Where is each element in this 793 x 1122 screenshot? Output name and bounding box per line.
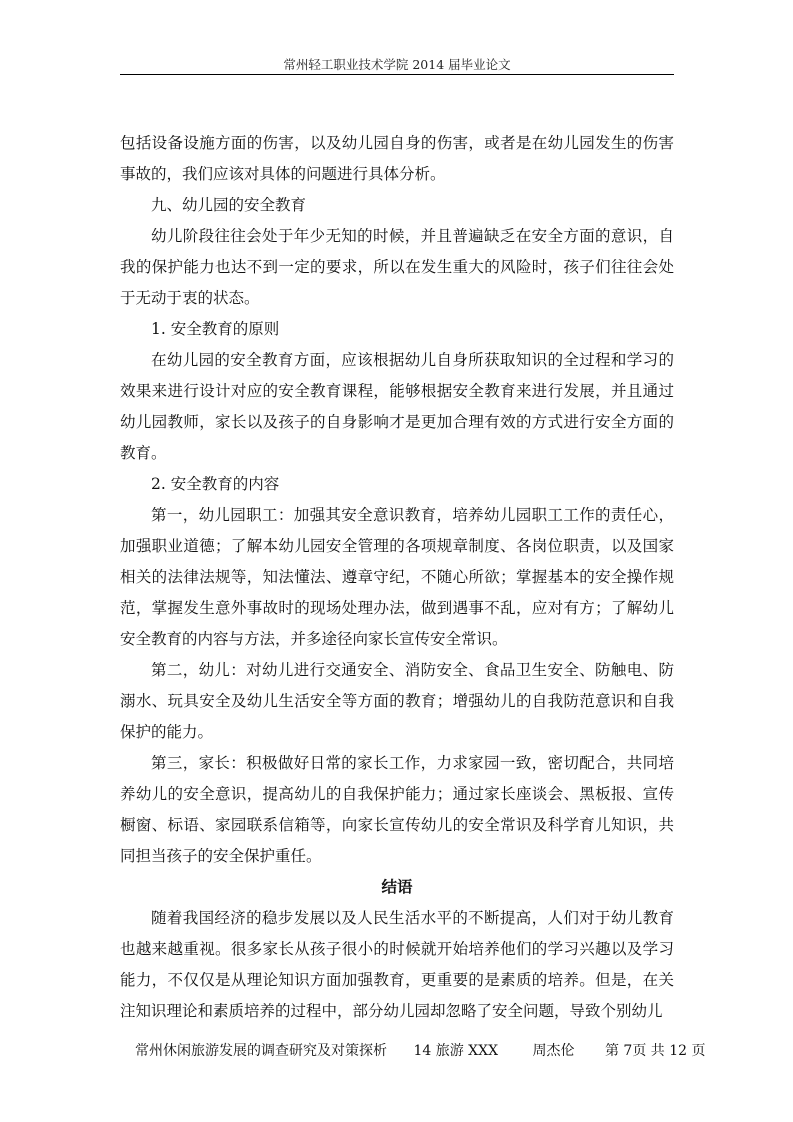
page-footer [120, 1040, 706, 1060]
paragraph-continuation: 包括设备设施方面的伤害，以及幼儿园自身的伤害，或者是在幼儿园发生的伤害事故的，我们应该对具体的问题进行具体分析。 [120, 134, 674, 183]
paragraph: 幼儿阶段往往会处于年少无知的时候，并且普遍缺乏在安全方面的意识，自我的保护能力也达不到一定的要求，所以在发生重大的风险时，孩子们往往会处于无动于衷的状态。 [120, 227, 674, 307]
section-heading-safety-education: 九、幼儿园的安全教育 [151, 196, 307, 214]
paragraph-conclusion: 随着我国经济的稳步发展以及人民生活水平的不断提高，人们对于幼儿教育也越来越重视。很多家长从孩子很小的时候就开始培养他们的学习兴趣以及学习能力，不仅仅是从理论知识方面加强教育，更重要的是素质的培养。但是，在关注知识理论和素质培养的过程中，部分幼儿园却忽略了安全问题，导致个别幼儿 [120, 909, 674, 1020]
conclusion-heading: 结语 [381, 878, 413, 896]
subheading-content: 2. 安全教育的内容 [151, 475, 280, 493]
page-header: 常州轻工职业技术学院 2014 届毕业论文 [283, 57, 511, 72]
footer-title: 常州休闲旅游发展的调查研究及对策探析 [135, 1043, 387, 1059]
paragraph: 在幼儿园的安全教育方面，应该根据幼儿自身所获取知识的全过程和学习的效果来进行设计对应的安全教育课程，能够根据安全教育来进行发展，并且通过幼儿园教师，家长以及孩子的自身影响才是更加合理有效的方式进行安全方面的教育。 [120, 351, 674, 462]
paragraph-children: 第二，幼儿：对幼儿进行交通安全、消防安全、食品卫生安全、防触电、防溺水、玩具安全及幼儿生活安全等方面的教育；增强幼儿的自我防范意识和自我保护的能力。 [120, 661, 674, 741]
header-divider [120, 74, 674, 75]
page-body [120, 128, 674, 1027]
footer-page-number: 第 7页 共 12 页 [604, 1043, 706, 1059]
subheading-principles: 1. 安全教育的原则 [151, 320, 280, 338]
paragraph-parents: 第三，家长：积极做好日常的家长工作，力求家园一致，密切配合，共同培养幼儿的安全意识，提高幼儿的自我保护能力；通过家长座谈会、黑板报、宣传橱窗、标语、家园联系信箱等，向家长宣传幼儿的安全常识及科学育儿知识，共同担当孩子的安全保护重任。 [120, 754, 674, 865]
paragraph-staff: 第一，幼儿园职工：加强其安全意识教育，培养幼儿园职工工作的责任心，加强职业道德；了解本幼儿园安全管理的各项规章制度、各岗位职责，以及国家相关的法律法规等，知法懂法、遵章守纪，不随心所欲；掌握基本的安全操作规范，掌握发生意外事故时的现场处理办法，做到遇事不乱，应对有方；了解幼儿安全教育的内容与方法，并多途径向家长宣传安全常识。 [120, 506, 674, 648]
footer-class: 14 旅游 XXX [413, 1043, 499, 1059]
footer-author: 周杰伦 [532, 1043, 575, 1059]
